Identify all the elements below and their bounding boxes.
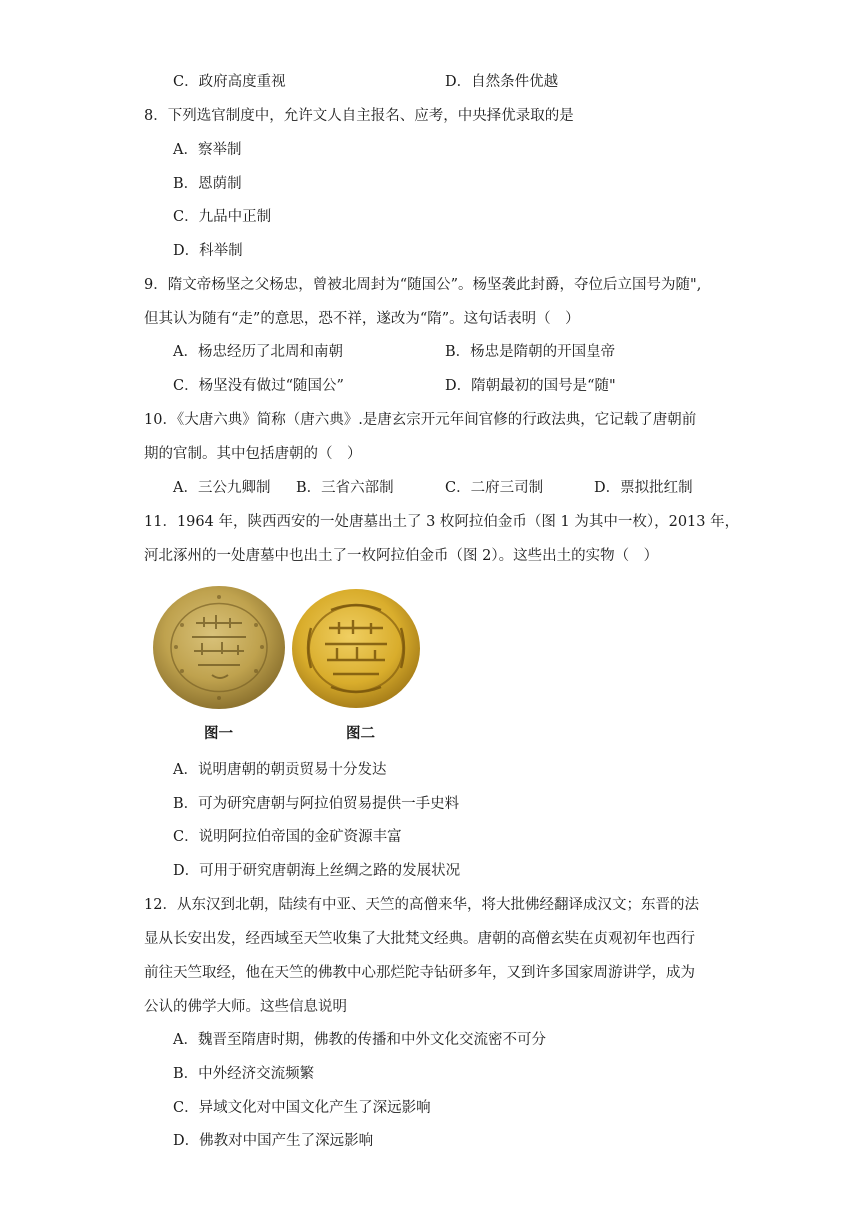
q8-option-a: A．察举制 xyxy=(173,142,242,158)
q11-option-b: B．可为研究唐朝与阿拉伯贸易提供一手史料 xyxy=(173,796,460,812)
q12-stem-line-1: 12．从东汉到北朝，陆续有中亚、天竺的高僧来华，将大批佛经翻译成汉文；东晋的法 xyxy=(144,897,699,913)
q12-option-b: B．中外经济交流频繁 xyxy=(173,1066,315,1082)
q7-option-c: C．政府高度重视 xyxy=(173,74,286,90)
q11-option-a: A．说明唐朝的朝贡贸易十分发达 xyxy=(173,762,387,778)
q12-stem-line-3: 前往天竺取经，他在天竺的佛教中心那烂陀寺钻研多年，又到许多国家周游讲学，成为 xyxy=(144,965,695,981)
q10-option-b: B．三省六部制 xyxy=(296,480,394,496)
q9-option-b: B．杨忠是隋朝的开国皇帝 xyxy=(445,344,616,360)
q10-option-a: A．三公九卿制 xyxy=(173,480,271,496)
q12-stem-line-4: 公认的佛学大师。这些信息说明 xyxy=(144,999,347,1015)
arabic-gold-coin-image-1 xyxy=(152,585,286,710)
q10-option-c: C．二府三司制 xyxy=(445,480,544,496)
q12-stem-line-2: 显从长安出发，经西域至天竺收集了大批梵文经典。唐朝的高僧玄奘在贞观初年也西行 xyxy=(144,931,695,947)
q9-stem-line-1: 9．隋文帝杨坚之父杨忠，曾被北周封为“随国公”。杨坚袭此封爵，夺位后立国号为随", xyxy=(144,277,702,293)
q11-option-c: C．说明阿拉伯帝国的金矿资源丰富 xyxy=(173,829,402,845)
q12-option-a: A．魏晋至隋唐时期，佛教的传播和中外文化交流密不可分 xyxy=(173,1032,546,1048)
figure-caption-2: 图二 xyxy=(346,725,375,742)
q10-stem-line-1: 10．《大唐六典》简称（唐六典》.是唐玄宗开元年间官修的行政法典，它记载了唐朝前 xyxy=(144,412,697,428)
q11-option-d: D．可用于研究唐朝海上丝绸之路的发展状况 xyxy=(173,863,461,879)
q11-stem-line-1: 11．1964 年，陕西西安的一处唐墓出土了 3 枚阿拉伯金币（图 1 为其中一枚），2013 年， xyxy=(144,514,740,530)
q9-option-c: C．杨坚没有做过“随国公” xyxy=(173,378,344,394)
q7-option-d: D．自然条件优越 xyxy=(445,74,559,90)
q12-option-c: C．异域文化对中国文化产生了深远影响 xyxy=(173,1100,431,1116)
q9-option-a: A．杨忠经历了北周和南朝 xyxy=(173,344,343,360)
q10-stem-line-2: 期的官制。其中包括唐朝的（ ） xyxy=(144,446,362,462)
q8-option-d: D．科举制 xyxy=(173,243,243,259)
q9-stem-line-2: 但其认为随有“走”的意思，恐不祥，遂改为“隋”。这句话表明（ ） xyxy=(144,311,580,327)
q12-option-d: D．佛教对中国产生了深远影响 xyxy=(173,1133,374,1149)
q8-option-b: B．恩荫制 xyxy=(173,176,242,192)
q9-option-d: D．隋朝最初的国号是“随" xyxy=(445,378,616,394)
q11-stem-line-2: 河北涿州的一处唐墓中也出土了一枚阿拉伯金币（图 2）。这些出土的实物（ ） xyxy=(144,548,659,564)
arabic-gold-coin-image-2 xyxy=(291,588,421,709)
figure-caption-1: 图一 xyxy=(204,725,233,742)
q10-option-d: D．票拟批红制 xyxy=(594,480,693,496)
q8-stem: 8．下列选官制度中，允许文人自主报名、应考，中央择优录取的是 xyxy=(144,108,574,124)
q8-option-c: C．九品中正制 xyxy=(173,209,272,225)
